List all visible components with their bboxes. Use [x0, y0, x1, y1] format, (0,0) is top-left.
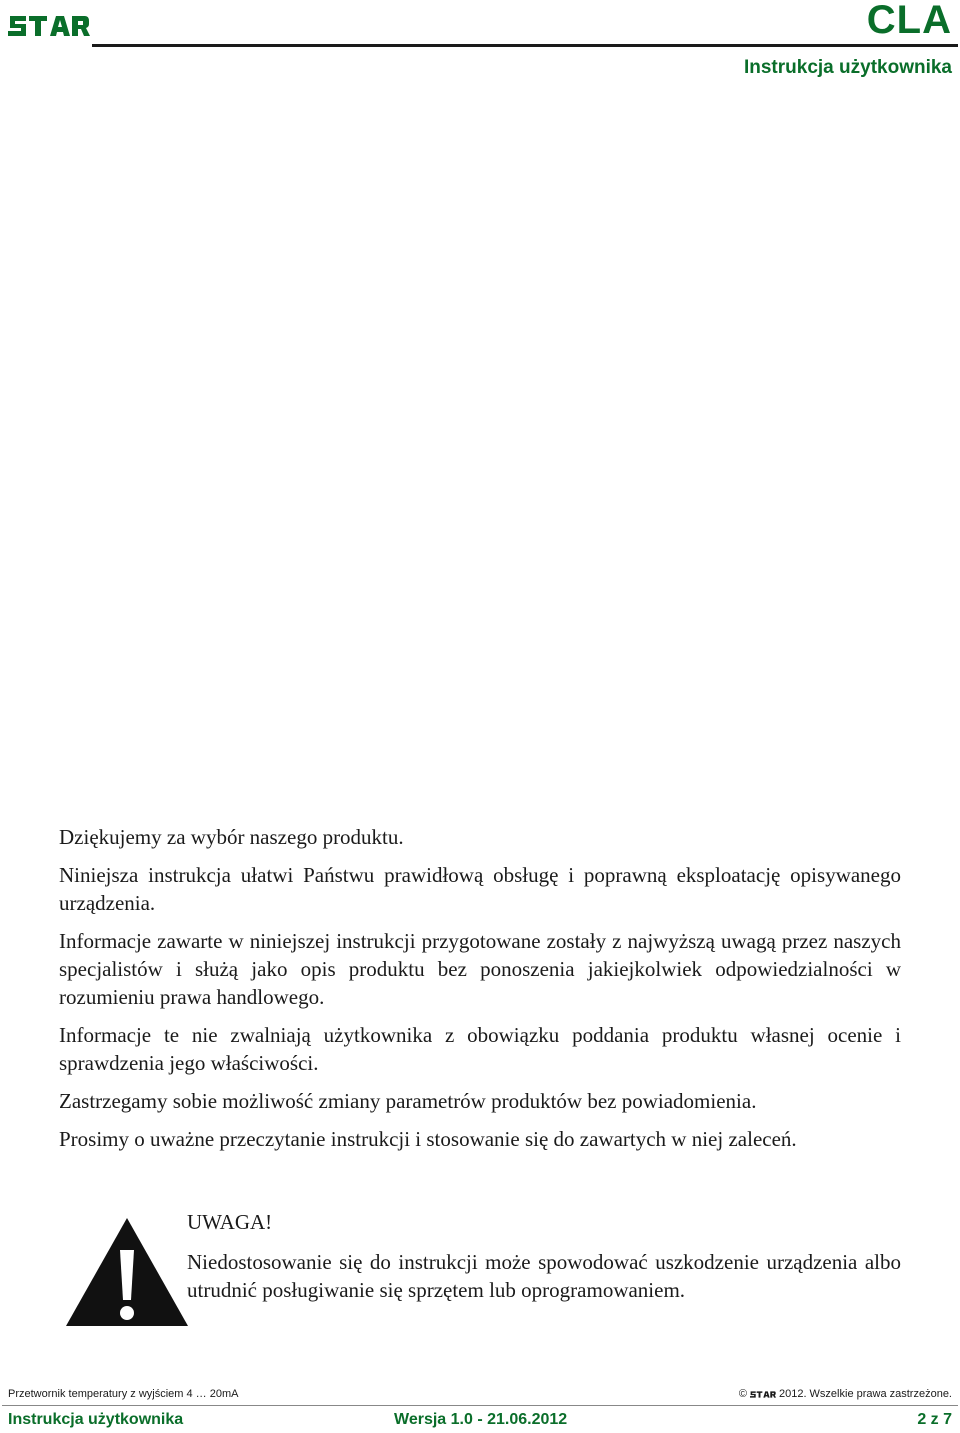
- star-logo-small-icon: [750, 1390, 776, 1399]
- footer-divider: [2, 1405, 958, 1406]
- copyright-text: 2012. Wszelkie prawa zastrzeżone.: [778, 1388, 952, 1400]
- header-divider: [92, 44, 958, 47]
- paragraph: Zastrzegamy sobie możliwość zmiany parametrów produktów bez powiadomienia.: [59, 1089, 757, 1113]
- footer-product-name: Przetwornik temperatury z wyjściem 4 … 20mA: [8, 1388, 239, 1400]
- warning-body: Niedostosowanie się do instrukcji może spowodować uszkodzenie urządzenia albo utrudnić posługiwanie się sprzętem lub oprogramowaniem.: [187, 1250, 901, 1302]
- footer-bar: [8, 1411, 952, 1431]
- page-number: 2 z 7: [917, 1411, 952, 1428]
- star-logo-icon: [8, 12, 90, 40]
- intro-text: [59, 823, 901, 1163]
- footer-manual-label: Instrukcja użytkownika: [8, 1411, 184, 1428]
- footer-version: Wersja 1.0 - 21.06.2012: [394, 1411, 568, 1428]
- warning-triangle-icon: [64, 1216, 190, 1333]
- paragraph: Niniejsza instrukcja ułatwi Państwu prawidłową obsługę i poprawną eksploatację opisywanego urządzenia.: [59, 863, 901, 915]
- paragraph: Informacje te nie zwalniają użytkownika z obowiązku poddania produktu własnej ocenie i sprawdzenia jego właściwości.: [59, 1023, 901, 1075]
- warning-box: [60, 1208, 902, 1338]
- paragraph: Dziękujemy za wybór naszego produktu.: [59, 825, 404, 849]
- document-code: CLA: [866, 0, 952, 42]
- brand-logo: [8, 12, 90, 45]
- header-subtitle: Instrukcja użytkownika: [743, 57, 952, 78]
- paragraph: Informacje zawarte w niniejszej instrukcji przygotowane zostały z najwyższą uwagą przez naszych specjalistów i służą jako opis produktu bez ponoszenia jakiejkolwiek odpowiedzialności w rozumieniu prawa handlowego.: [59, 929, 901, 1009]
- paragraph: Prosimy o uważne przeczytanie instrukcji i stosowanie się do zawartych w niej zaleceń.: [59, 1127, 797, 1151]
- warning-title: UWAGA!: [187, 1210, 273, 1234]
- footer-copyright: [739, 1388, 952, 1400]
- copyright-symbol: ©: [738, 1388, 747, 1400]
